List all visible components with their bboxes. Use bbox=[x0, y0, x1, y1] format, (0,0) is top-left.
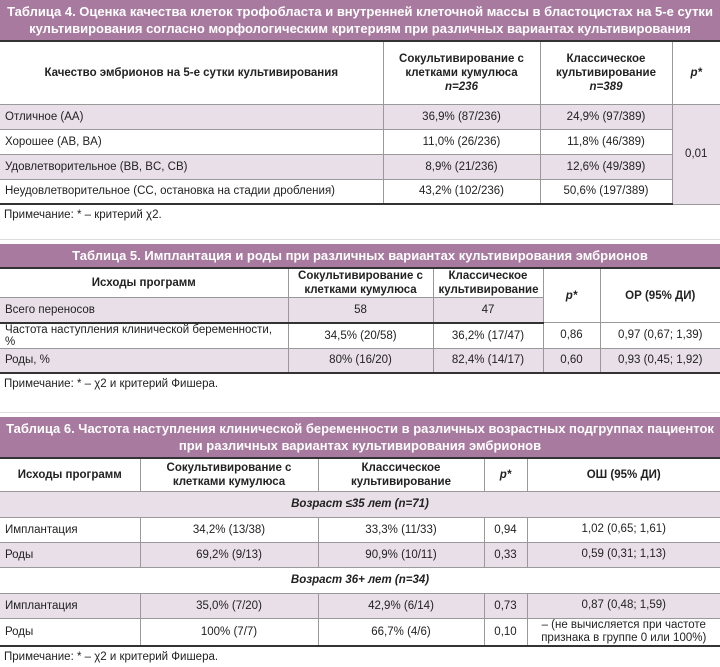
cell: 0,94 bbox=[484, 517, 527, 542]
table-row bbox=[0, 593, 720, 618]
column-header: Исходы программ bbox=[0, 269, 288, 298]
row-label: Удовлетворительное (BB, BC, CB) bbox=[0, 154, 383, 179]
cell: – (не вычисляется при частоте признака в группе 0 или 100%) bbox=[527, 618, 720, 646]
row-label: Всего переносов bbox=[0, 298, 288, 323]
column-header bbox=[383, 42, 540, 104]
table-row bbox=[0, 618, 720, 646]
cell: 0,73 bbox=[484, 593, 527, 618]
table-6-note: Примечание: * – χ2 и критерий Фишера. bbox=[4, 650, 219, 663]
table-header-row bbox=[0, 459, 720, 491]
table-5 bbox=[0, 244, 720, 394]
column-header bbox=[540, 42, 672, 104]
cell: 0,86 bbox=[543, 323, 600, 349]
cell: 66,7% (4/6) bbox=[318, 618, 484, 646]
header-label: Классическое культивирование bbox=[556, 52, 656, 79]
table-4-title: Таблица 4. Оценка качества клеток трофобласта и внутренней клеточной массы в бластоцистах на 5-е сутки культивирования согласно морфологическим критериям при различных вариантах культивирования bbox=[0, 0, 720, 42]
cell: 90,9% (10/11) bbox=[318, 542, 484, 567]
row-label: Частота наступления клинической беременности, % bbox=[0, 323, 288, 349]
subgroup-row bbox=[0, 491, 720, 517]
cell: 35,0% (7/20) bbox=[140, 593, 318, 618]
cell: 0,60 bbox=[543, 348, 600, 373]
row-label: Неудовлетворительное (CC, остановка на стадии дробления) bbox=[0, 179, 383, 204]
cell: 34,5% (20/58) bbox=[288, 323, 433, 349]
table-5-title: Таблица 5. Имплантация и роды при различных вариантах культивирования эмбрионов bbox=[0, 244, 720, 269]
p-value-cell: 0,01 bbox=[672, 104, 720, 204]
cell: 0,10 bbox=[484, 618, 527, 646]
cell: 33,3% (11/33) bbox=[318, 517, 484, 542]
row-label: Имплантация bbox=[0, 593, 140, 618]
table-row bbox=[0, 104, 720, 129]
table-row bbox=[0, 154, 720, 179]
header-label: Сокультивирование с клетками кумулюса bbox=[399, 52, 524, 79]
cell: 47 bbox=[433, 298, 543, 323]
table-row bbox=[0, 348, 720, 373]
cell: 100% (7/7) bbox=[140, 618, 318, 646]
sample-size: n=389 bbox=[589, 80, 623, 93]
table-row bbox=[0, 179, 720, 204]
column-header bbox=[672, 42, 720, 104]
subgroup-label: Возраст ≤35 лет (n=71) bbox=[0, 491, 720, 517]
row-label: Хорошее (AB, BA) bbox=[0, 129, 383, 154]
row-label: Отличное (AA) bbox=[0, 104, 383, 129]
table-6-title: Таблица 6. Частота наступления клинической беременности в различных возрастных подгруппах пациенток при различных вариантах культивирования эмбрионов bbox=[0, 417, 720, 459]
cell: 8,9% (21/236) bbox=[383, 154, 540, 179]
header-label: p* bbox=[499, 468, 512, 481]
cell: 0,87 (0,48; 1,59) bbox=[527, 593, 720, 618]
header-label: p* bbox=[690, 66, 702, 79]
row-label: Роды bbox=[0, 618, 140, 646]
cell: 0,33 bbox=[484, 542, 527, 567]
cell: 43,2% (102/236) bbox=[383, 179, 540, 204]
row-label: Имплантация bbox=[0, 517, 140, 542]
cell: 36,9% (87/236) bbox=[383, 104, 540, 129]
cell: 69,2% (9/13) bbox=[140, 542, 318, 567]
table-row bbox=[0, 129, 720, 154]
row-label: Роды, % bbox=[0, 348, 288, 373]
column-header: Сокультивирование с клетками кумулюса bbox=[140, 459, 318, 491]
table-5-note: Примечание: * – χ2 и критерий Фишера. bbox=[4, 378, 219, 390]
table-header-row bbox=[0, 42, 720, 104]
column-header: Исходы программ bbox=[0, 459, 140, 491]
column-header bbox=[543, 269, 600, 323]
subgroup-label: Возраст 36+ лет (n=34) bbox=[0, 567, 720, 593]
cell: 11,0% (26/236) bbox=[383, 129, 540, 154]
cell: 82,4% (14/17) bbox=[433, 348, 543, 373]
column-header: ОШ (95% ДИ) bbox=[527, 459, 720, 491]
cell: 1,02 (0,65; 1,61) bbox=[527, 517, 720, 542]
column-header: ОР (95% ДИ) bbox=[600, 269, 720, 323]
cell: 0,97 (0,67; 1,39) bbox=[600, 323, 720, 349]
cell: 58 bbox=[288, 298, 433, 323]
column-header: Классическое культивирование bbox=[318, 459, 484, 491]
cell: 34,2% (13/38) bbox=[140, 517, 318, 542]
table-4-note: Примечание: * – критерий χ2. bbox=[4, 209, 162, 221]
header-label: p* bbox=[565, 289, 578, 302]
table-4 bbox=[0, 0, 720, 225]
table-header-row bbox=[0, 269, 720, 298]
cell: 50,6% (197/389) bbox=[540, 179, 672, 204]
cell: 12,6% (49/389) bbox=[540, 154, 672, 179]
cell: 0,59 (0,31; 1,13) bbox=[527, 542, 720, 567]
table-row bbox=[0, 542, 720, 567]
column-header: Классическое культивирование bbox=[433, 269, 543, 298]
column-header: Качество эмбрионов на 5-е сутки культивирования bbox=[0, 42, 383, 104]
table-6 bbox=[0, 417, 720, 667]
sample-size: n=236 bbox=[445, 80, 478, 93]
cell: 11,8% (46/389) bbox=[540, 129, 672, 154]
table-row bbox=[0, 323, 720, 349]
cell: 0,93 (0,45; 1,92) bbox=[600, 348, 720, 373]
cell: 80% (16/20) bbox=[288, 348, 433, 373]
cell: 24,9% (97/389) bbox=[540, 104, 672, 129]
row-label: Роды bbox=[0, 542, 140, 567]
column-header: Сокультивирование с клетками кумулюса bbox=[288, 269, 433, 298]
cell: 36,2% (17/47) bbox=[433, 323, 543, 349]
subgroup-row bbox=[0, 567, 720, 593]
cell: 42,9% (6/14) bbox=[318, 593, 484, 618]
table-row bbox=[0, 517, 720, 542]
column-header bbox=[484, 459, 527, 491]
